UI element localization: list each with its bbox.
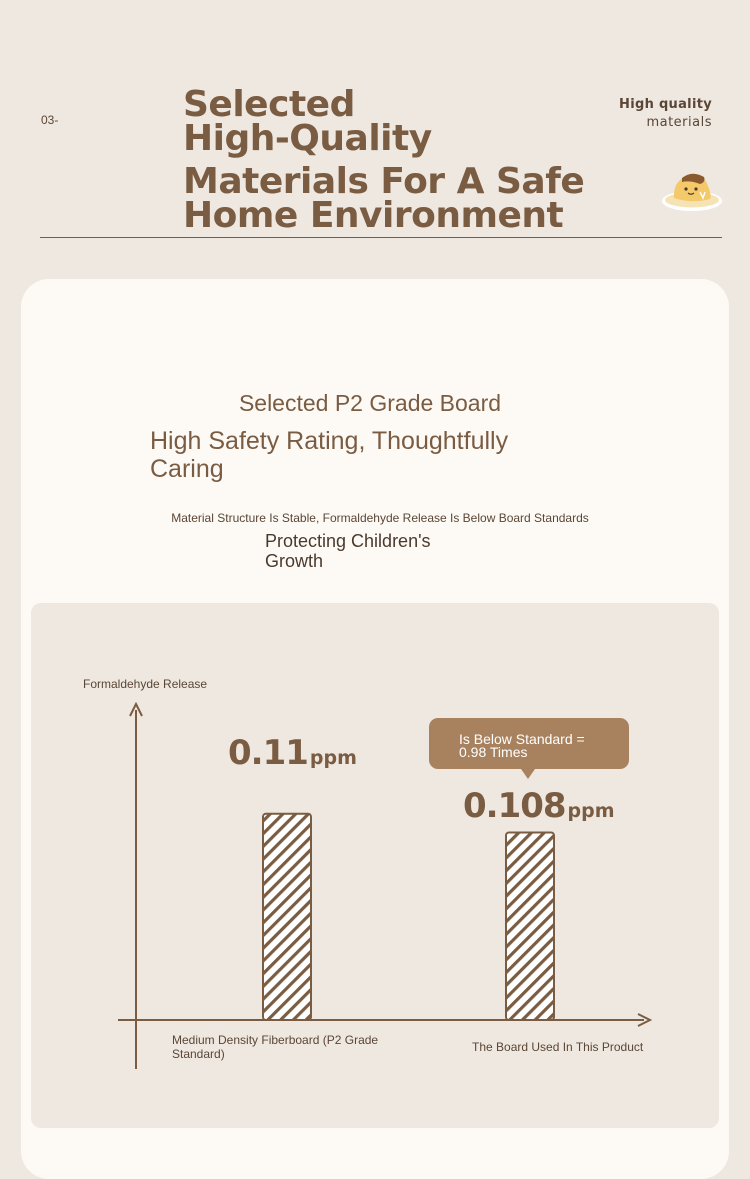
- bar-value-number: 0.11: [228, 733, 308, 773]
- section-number: 03-: [41, 113, 59, 127]
- bar-product-board: [506, 833, 554, 1021]
- title-line-1: Selected: [183, 84, 355, 125]
- callout-line-2: 0.98 Times: [459, 744, 528, 760]
- callout-text: [459, 733, 619, 759]
- title-line-2: High-Quality: [183, 118, 432, 159]
- comparison-callout: [429, 718, 629, 769]
- quality-tag-line-1: High quality: [619, 97, 712, 112]
- quality-tag-line-2: materials: [646, 115, 712, 130]
- bar-value-unit: ppm: [309, 747, 357, 769]
- material-description: Material Structure Is Stable, Formaldehyde Release Is Below Board Standards: [171, 511, 589, 525]
- category-label-line: Standard): [172, 1047, 225, 1061]
- callout-line-1: Is Below Standard =: [459, 731, 585, 747]
- title-line-3: Materials For A Safe: [183, 161, 585, 202]
- safety-line-2: Caring: [150, 455, 224, 483]
- category-label-line: The Board Used In This Product: [472, 1040, 644, 1054]
- title-line-4: Home Environment: [183, 195, 564, 236]
- bar-value-label: [463, 786, 615, 826]
- category-label-product: [472, 1040, 702, 1054]
- callout-pointer: [521, 769, 535, 779]
- category-label-mdf: [172, 1033, 412, 1061]
- bar-value-label: [228, 733, 357, 773]
- bar-value-unit: ppm: [567, 800, 615, 822]
- category-label-line: Medium Density Fiberboard (P2 Grade: [172, 1033, 379, 1047]
- protect-line-2: Growth: [265, 551, 324, 571]
- y-axis-label: Formaldehyde Release: [83, 677, 208, 691]
- safety-line-1: High Safety Rating, Thoughtfully: [150, 427, 509, 455]
- bar-mdf-standard: [263, 814, 311, 1020]
- protect-line-1: Protecting Children's: [265, 531, 431, 551]
- subtitle: Selected P2 Grade Board: [238, 390, 502, 416]
- bar-value-number: 0.108: [463, 786, 566, 826]
